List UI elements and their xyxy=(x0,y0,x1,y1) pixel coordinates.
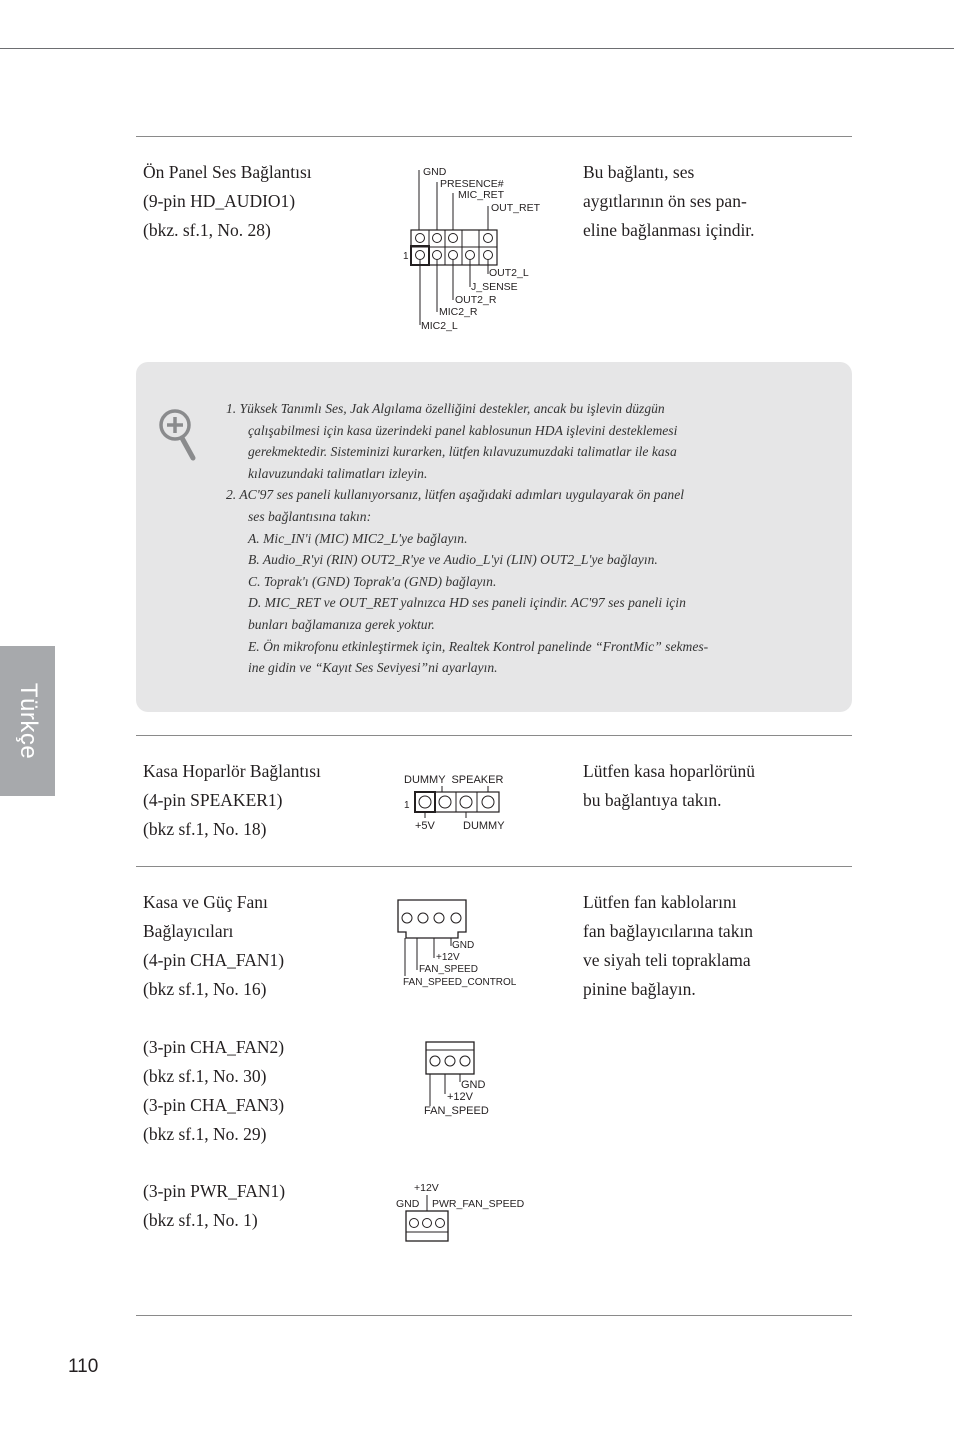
fan-description: Lütfen fan kablolarını fan bağlayıcılarına takın ve siyah teli topraklama pinine bağlayın. xyxy=(583,892,754,999)
cha-fan2-pin-diagram xyxy=(420,1040,530,1120)
note-line: 1. Yüksek Tanımlı Ses, Jak Algılama özelliğini destekler, ancak bu işlevin düzgün xyxy=(226,401,665,416)
note-line: ses bağlantısına takın: xyxy=(248,508,372,524)
section-divider xyxy=(136,1315,852,1316)
note-line: 2. AC'97 ses paneli kullanıyorsanız, lütfen aşağıdaki adımları uygulayarak ön panel xyxy=(226,487,685,503)
language-tab-label: Türkçe xyxy=(14,682,42,760)
pin-label-out2-r: OUT2_R xyxy=(455,294,497,306)
note-line: bunları bağlamanıza gerek yoktur. xyxy=(248,616,435,632)
speaker-top-label: DUMMY SPEAKER xyxy=(404,774,504,786)
page-number: 110 xyxy=(68,1356,99,1377)
speaker-description: Lütfen kasa hoparlörünü bu bağlantıya takın. xyxy=(583,761,756,810)
cha-fan1-pin-diagram xyxy=(396,898,526,990)
fan2-gnd-label: GND xyxy=(461,1079,486,1091)
section-divider xyxy=(136,735,852,736)
fan1-speed-control-label: FAN_SPEED_CONTROL xyxy=(403,977,517,988)
hd-audio-title: Ön Panel Ses Bağlantısı (9-pin HD_AUDIO1) (bkz. sf.1, No. 28) xyxy=(143,162,312,240)
pin-label-presence: PRESENCE# xyxy=(440,178,504,190)
pwr-12v-label: +12V xyxy=(414,1182,439,1194)
note-text xyxy=(226,398,806,679)
fan2-speed-label: FAN_SPEED xyxy=(424,1105,489,1117)
pwr-gnd-label: GND xyxy=(396,1198,420,1210)
note-line: B. Audio_R'yi (RIN) OUT2_R'ye ve Audio_L'yi (LIN) OUT2_L'ye bağlayın. xyxy=(248,552,658,568)
pin-label-mic2-l: MIC2_L xyxy=(421,320,458,332)
speaker-title: Kasa Hoparlör Bağlantısı (4-pin SPEAKER1) (bkz sf.1, No. 18) xyxy=(143,761,321,839)
note-line: C. Toprak'ı (GND) Toprak'a (GND) bağlayın. xyxy=(248,573,497,589)
note-line: E. Ön mikrofonu etkinleştirmek için, Realtek Kontrol panelinde “FrontMic” sekmes- xyxy=(248,638,709,654)
hd-audio-description: Bu bağlantı, ses aygıtlarının ön ses pan- eline bağlanması içindir. xyxy=(583,162,755,240)
note-line: D. MIC_RET ve OUT_RET yalnızca HD ses paneli içindir. AC'97 ses paneli için xyxy=(248,595,686,611)
pin-label-j-sense: J_SENSE xyxy=(471,281,518,293)
pwr-fan-speed-label: PWR_FAN_SPEED xyxy=(432,1198,525,1210)
magnifier-plus-icon xyxy=(158,408,198,462)
header-rule xyxy=(0,48,954,49)
hd-audio-pin-diagram xyxy=(400,160,540,335)
note-line: çalışabilmesi için kasa üzerindeki panel kablosunun HDA işlevini desteklemesi xyxy=(248,422,678,438)
note-line: ine gidin ve “Kayıt Ses Seviyesi”ni ayarlayın. xyxy=(248,660,498,676)
fan-title: Kasa ve Güç Fanı Bağlayıcıları (4-pin CHA_FAN1) (bkz sf.1, No. 16) xyxy=(143,892,285,999)
fan2-12v-label: +12V xyxy=(447,1091,473,1103)
cha-fan2-fan3-text: (3-pin CHA_FAN2) (bkz sf.1, No. 30) (3-pin CHA_FAN3) (bkz sf.1, No. 29) xyxy=(143,1037,285,1144)
pin-label-out-ret: OUT_RET xyxy=(491,202,541,214)
pin-label-mic-ret: MIC_RET xyxy=(458,189,505,201)
note-line: gerekmektedir. Sisteminizi kurarken, lütfen kılavuzumuzdaki talimatlar ile kasa xyxy=(248,444,677,460)
pin1-marker: 1 xyxy=(403,251,409,262)
pin-label-out2-l: OUT2_L xyxy=(489,267,529,279)
pin-label-mic2-r: MIC2_R xyxy=(439,306,478,318)
note-line: A. Mic_IN'i (MIC) MIC2_L'ye bağlayın. xyxy=(248,530,468,546)
fan1-12v-label: +12V xyxy=(436,952,460,963)
language-side-tab xyxy=(0,646,55,796)
pwr-fan1-pin-diagram xyxy=(394,1178,530,1246)
note-line: kılavuzundaki talimatları izleyin. xyxy=(248,465,428,481)
section-divider xyxy=(136,866,852,867)
speaker-pin1-marker: 1 xyxy=(404,800,410,811)
section-divider xyxy=(136,136,852,137)
fan1-gnd-label: GND xyxy=(452,940,475,951)
speaker-plus5v-label: +5V xyxy=(415,820,435,832)
speaker-dummy-label: DUMMY xyxy=(463,820,505,832)
fan1-speed-label: FAN_SPEED xyxy=(419,964,478,975)
pwr-fan1-text: (3-pin PWR_FAN1) (bkz sf.1, No. 1) xyxy=(143,1181,286,1230)
speaker-pin-diagram xyxy=(400,768,530,836)
pin-label-gnd: GND xyxy=(423,166,447,178)
